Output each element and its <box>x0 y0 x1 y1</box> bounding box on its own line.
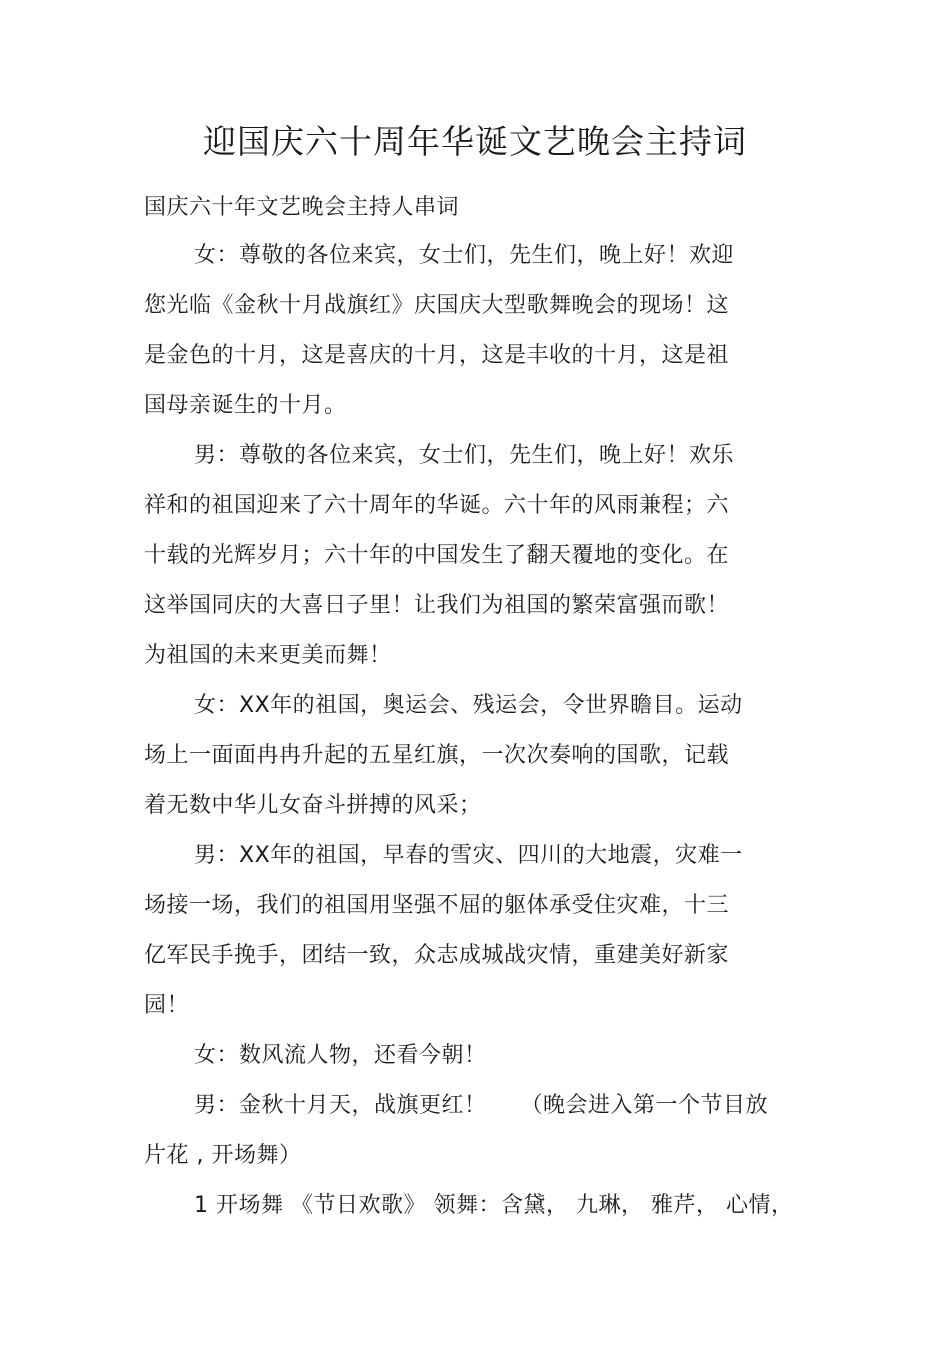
paragraph-line: 为祖国的未来更美而舞！ <box>144 643 392 668</box>
paragraph-line: 祥和的祖国迎来了六十周年的华诞。六十年的风雨兼程；六 <box>144 493 730 518</box>
paragraph-line: 国母亲诞生的十月。 <box>144 393 347 418</box>
paragraph-line: 片花 , 开场舞） <box>144 1143 302 1168</box>
paragraph-line: 1 开场舞 《节日欢歌》 领舞：含黛， 九琳， 雅芹， 心情， <box>194 1193 794 1218</box>
paragraph-line: 着无数中华儿女奋斗拼搏的风采； <box>144 793 482 818</box>
paragraph-line: 女：数风流人物，还看今朝！ <box>194 1043 487 1068</box>
paragraph-line: 场上一面面冉冉升起的五星红旗，一次次奏响的国歌，记载 <box>144 743 730 768</box>
paragraph-line: 园！ <box>144 993 190 1018</box>
paragraph-line: 十载的光辉岁月；六十年的中国发生了翻天覆地的变化。在 <box>144 543 730 568</box>
paragraph-line: 女：XX年的祖国，奥运会、残运会，令世界瞻目。运动 <box>194 693 743 718</box>
paragraph-line: 场接一场，我们的祖国用坚强不屈的躯体承受住灾难，十三 <box>144 893 730 918</box>
paragraph-line: 男：XX年的祖国，早春的雪灾、四川的大地震，灾难一 <box>194 843 743 868</box>
paragraph-line: 女：尊敬的各位来宾，女士们，先生们，晚上好！欢迎 <box>194 243 735 268</box>
paragraph-line: 男：金秋十月天，战旗更红！ （晚会进入第一个节目放 <box>194 1093 769 1118</box>
document-subtitle: 国庆六十年文艺晚会主持人串词 <box>144 195 460 220</box>
paragraph-line: 男：尊敬的各位来宾，女士们，先生们，晚上好！欢乐 <box>194 443 735 468</box>
document-title: 迎国庆六十周年华诞文艺晚会主持词 <box>203 122 747 161</box>
paragraph-line: 是金色的十月，这是喜庆的十月，这是丰收的十月，这是祖 <box>144 343 730 368</box>
paragraph-line: 这举国同庆的大喜日子里！让我们为祖国的繁荣富强而歌！ <box>144 593 730 618</box>
paragraph-line: 亿军民手挽手，团结一致，众志成城战灾情，重建美好新家 <box>144 943 730 968</box>
paragraph-line: 您光临《金秋十月战旗红》庆国庆大型歌舞晚会的现场！这 <box>144 293 730 318</box>
